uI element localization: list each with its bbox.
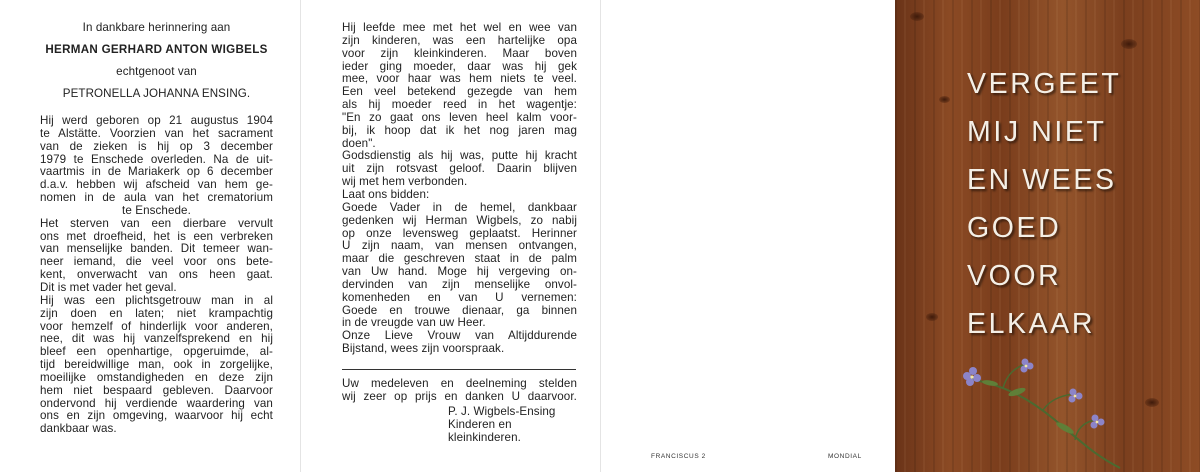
text-line: voor hemzelf of hinderlijk voor anderen,: [40, 319, 273, 333]
text-line: Goede Vader in de hemel, dankbaar: [342, 200, 577, 214]
text-line: kent, onverwacht van ons heen gaat.: [40, 268, 273, 282]
text-line: 1979 te Enschede overleden. Na de uit-: [40, 152, 273, 166]
verse-line: ELKAAR: [967, 308, 1096, 340]
text-line: bleef een openhartige, opgeruimde, al-: [40, 345, 273, 359]
text-line: te Alstätte. Voorzien van het sacrament: [40, 126, 273, 140]
signature-line: Kinderen en: [448, 417, 512, 431]
tribute-prayer-text: [342, 22, 577, 356]
signature-block: [448, 406, 555, 445]
wood-knot: [1121, 39, 1137, 49]
back-panel: [600, 0, 896, 472]
text-line: van menselijke banden. Dit temeer wan-: [40, 242, 273, 256]
text-line: Laat ons bidden:: [342, 187, 430, 201]
text-line: van de zieken is hij op 3 december: [40, 139, 273, 153]
verse-line: EN WEES: [967, 164, 1117, 196]
brand-imprint: MONDIAL: [828, 453, 862, 460]
text-line: nee, dit was hij vanzelfsprekend en hij: [40, 332, 273, 346]
text-line: dankbaar was.: [40, 422, 117, 436]
text-line: zijn doen en laten; niet krampachtig: [40, 306, 273, 320]
text-line: Hij werd geboren op 21 augustus 1904: [40, 114, 273, 127]
text-line: ondervond hij verdiende waardering van: [40, 396, 273, 410]
wood-knot: [939, 96, 950, 103]
text-line: Een veel betekend gezegde van hem: [342, 85, 577, 99]
text-line: Het sterven van een dierbare vervult: [40, 216, 273, 230]
text-line: doen".: [342, 136, 376, 150]
text-line: Bijstand, wees zijn voorspraak.: [342, 342, 505, 356]
dedication-intro: In dankbare herinnering aan: [82, 21, 231, 34]
signature-line: P. J. Wigbels-Ensing: [448, 405, 556, 418]
text-line: gedenken wij Herman Wigbels, zo nabij: [342, 213, 577, 227]
text-line: Goede en trouwe dienaar, ga binnen: [342, 303, 577, 317]
verse-line: VOOR: [967, 260, 1062, 292]
verse-line: MIJ NIET: [967, 116, 1107, 148]
text-line: van Uw hand. Moge hij vergeving on-: [342, 265, 577, 279]
text-line: dervinden van zijn menselijke onvol-: [342, 277, 577, 291]
text-line: Uw medeleven en deelneming stelden: [342, 377, 577, 390]
text-line: Godsdienstig als hij was, putte hij kracht: [342, 149, 577, 163]
text-line: ons met droefheid, het is een verbreken: [40, 229, 273, 243]
deceased-name: HERMAN GERHARD ANTON WIGBELS: [45, 43, 268, 56]
text-line: uit zijn rotsvast geloof. Daarin blijven: [342, 162, 577, 176]
text-line: bij, ik hoop dat ik het nog jaren mag: [342, 123, 577, 137]
text-line: tijd bereidwillige man, ook in zorgelijke,: [40, 358, 273, 372]
text-line: wij zeer op prijs en danken U daarvoor.: [342, 389, 577, 403]
divider-line: [342, 369, 576, 370]
text-line: Dit is met vader het geval.: [40, 280, 177, 294]
text-line: d.a.v. hebben wij afscheid van hem ge-: [40, 178, 273, 192]
text-line: "En zo gaat ons leven heel kalm voor-: [342, 110, 577, 124]
text-line: Hij leefde mee met het wel en wee van: [342, 21, 577, 34]
text-line: ons en zijn omgeving, waarvoor hij echt: [40, 409, 273, 423]
text-line: neer iemand, die veel voor ons bete-: [40, 255, 273, 269]
spouse-name: PETRONELLA JOHANNA ENSING.: [62, 87, 251, 100]
text-line: op onze levensweg geplaatst. Herinner: [342, 226, 577, 240]
inner-left-panel: [0, 0, 300, 472]
text-line: nomen in de aula van het crematorium: [40, 191, 273, 205]
inner-right-panel: [300, 0, 601, 472]
dedication-header: [40, 22, 273, 101]
text-line: in de vreugde van uw Heer.: [342, 316, 486, 330]
closing-text: [342, 378, 577, 404]
text-line: U zijn naam, van mensen ontvangen,: [342, 239, 577, 253]
cover-verse: [967, 60, 1121, 348]
cover-photo-panel: [895, 0, 1200, 472]
verse-line: VERGEET: [967, 68, 1122, 100]
text-line: Onze Lieve Vrouw van Altijddurende: [342, 329, 577, 343]
text-line: ieder ging moeder, daar was hij gek: [342, 59, 577, 73]
text-line: voor zijn kleinkinderen. Maar boven: [342, 46, 577, 60]
text-line: als hij moeder reed in het wagentje:: [342, 98, 577, 112]
text-line: komenheden en van U vernemen:: [342, 290, 577, 304]
biography-text: [40, 115, 273, 436]
text-line: mee, voor haar was hem niets te veel.: [342, 72, 577, 86]
text-line: vaartmis in de Mariakerk op 6 december: [40, 165, 273, 179]
text-line: zijn kinderen, was een hartelijke opa: [342, 33, 577, 47]
wood-knot: [1145, 398, 1159, 407]
wood-knot: [910, 12, 924, 21]
wood-knot: [926, 313, 938, 321]
text-line: maar die geschreven staat in de palm: [342, 252, 577, 266]
verse-line: GOED: [967, 212, 1062, 244]
text-line: wij met hem verbonden.: [342, 175, 468, 189]
text-line: moeilijke omstandigheden en deze zijn: [40, 370, 273, 384]
text-line: Hij was een plichtsgetrouw man in al: [40, 293, 273, 307]
spouse-label: echtgenoot van: [116, 65, 197, 78]
signature-line: kleinkinderen.: [448, 430, 521, 444]
text-line: hem niet bespaard gebleven. Daarvoor: [40, 383, 273, 397]
publisher-imprint: FRANCISCUS 2: [651, 453, 706, 460]
flower-illustration: [955, 350, 1125, 470]
text-line: te Enschede.: [122, 203, 191, 217]
